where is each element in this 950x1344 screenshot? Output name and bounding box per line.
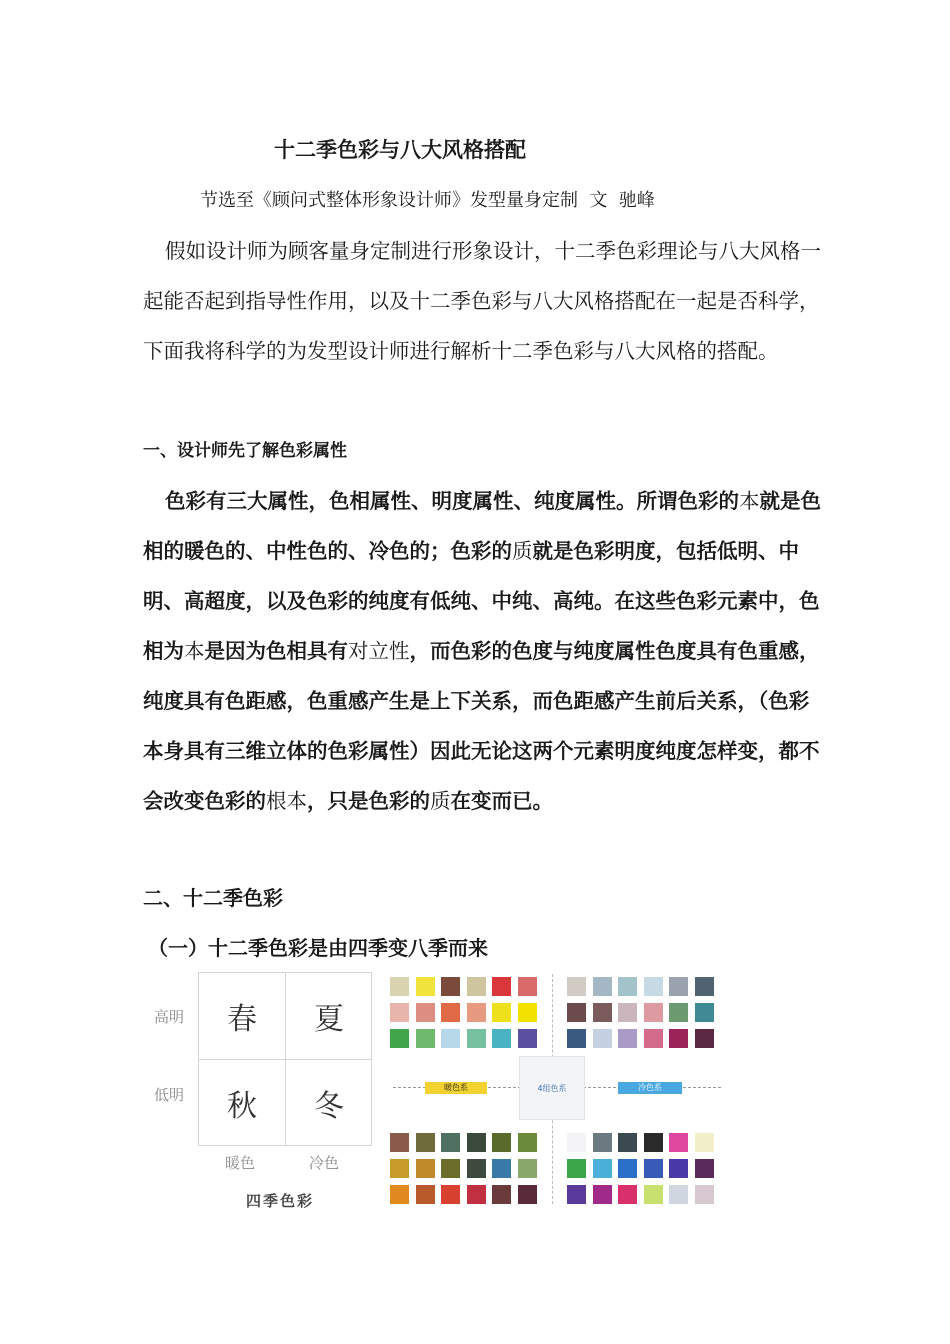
- color-swatch: [416, 1185, 435, 1204]
- color-swatch: [695, 1159, 714, 1178]
- color-swatch: [518, 1029, 537, 1048]
- color-swatch: [618, 1029, 637, 1048]
- color-swatch: [695, 1003, 714, 1022]
- color-swatch: [467, 1133, 486, 1152]
- color-swatch: [416, 1003, 435, 1022]
- color-swatch: [441, 1003, 460, 1022]
- color-swatch: [669, 977, 688, 996]
- color-swatch: [567, 1185, 586, 1204]
- body-text-13: 在变而已。: [450, 789, 553, 813]
- color-swatch: [416, 977, 435, 996]
- color-swatch: [669, 1029, 688, 1048]
- body-text-2: 本: [739, 489, 760, 513]
- color-swatch: [467, 1003, 486, 1022]
- color-swatch: [467, 977, 486, 996]
- body-text-1: 色彩有三大属性，色相属性、明度属性、纯度属性。所谓色彩的: [165, 489, 739, 513]
- color-swatch: [567, 1003, 586, 1022]
- section-heading-2: 二、十二季色彩: [143, 886, 283, 910]
- color-swatch: [618, 1185, 637, 1204]
- color-swatch: [593, 1003, 612, 1022]
- color-swatch: [518, 1133, 537, 1152]
- color-swatch: [492, 1133, 511, 1152]
- body-paragraph: [143, 476, 823, 826]
- body-text-11: ，只是色彩的: [307, 789, 430, 813]
- subsection-heading: （一）十二季色彩是由四季变八季而来: [148, 936, 488, 960]
- color-swatch: [593, 1159, 612, 1178]
- color-swatch: [390, 1029, 409, 1048]
- color-swatch: [518, 1185, 537, 1204]
- color-swatch: [618, 1133, 637, 1152]
- grid-divider-h: [199, 1059, 371, 1060]
- color-swatch: [644, 1133, 663, 1152]
- body-text-10: 根本: [266, 789, 307, 813]
- color-swatch: [695, 1029, 714, 1048]
- color-swatch: [492, 977, 511, 996]
- season-spring: 春: [227, 1002, 257, 1037]
- color-swatch: [644, 1185, 663, 1204]
- row-label-low: 低明: [154, 1086, 185, 1104]
- color-swatch: [492, 1185, 511, 1204]
- col-label-warm: 暖色: [225, 1154, 256, 1172]
- color-swatch: [669, 1185, 688, 1204]
- color-swatch: [644, 1003, 663, 1022]
- col-label-cool: 冷色: [309, 1154, 340, 1172]
- color-swatch: [390, 1133, 409, 1152]
- color-swatch: [618, 1159, 637, 1178]
- color-swatch: [593, 1029, 612, 1048]
- document-title: 十二季色彩与八大风格搭配: [274, 138, 526, 162]
- color-swatch: [467, 1029, 486, 1048]
- body-text-8: 对立性: [348, 639, 410, 663]
- color-swatch: [593, 1185, 612, 1204]
- body-text-6: 本: [184, 639, 205, 663]
- color-swatch: [492, 1003, 511, 1022]
- color-swatch: [492, 1159, 511, 1178]
- color-swatch: [669, 1133, 688, 1152]
- color-swatch: [695, 1185, 714, 1204]
- color-swatch: [669, 1159, 688, 1178]
- body-text-7: 是因为色相具有: [204, 639, 348, 663]
- center-label: 4组色系: [519, 1056, 585, 1120]
- color-swatch: [644, 1159, 663, 1178]
- document-subtitle: 节选至《顾问式整体形象设计师》发型量身定制 文 驰峰: [200, 190, 655, 211]
- section-heading-1: 一、设计师先了解色彩属性: [143, 441, 347, 461]
- color-swatch: [390, 977, 409, 996]
- color-swatch: [416, 1029, 435, 1048]
- color-swatch: [618, 977, 637, 996]
- color-swatch: [416, 1133, 435, 1152]
- body-text-3: 就是色相的暖色的、中性色的、冷色的；色彩的: [143, 489, 821, 563]
- color-swatch: [390, 1185, 409, 1204]
- season-winter: 冬: [314, 1089, 344, 1124]
- body-text-5: 就是色彩明度，包括低明、中明、高超度，以及色彩的纯度有低纯、中纯、高纯。在这些色彩元素中，色相为: [143, 539, 820, 663]
- color-swatch: [567, 1133, 586, 1152]
- color-swatch: [441, 1029, 460, 1048]
- season-grid: [198, 972, 372, 1146]
- color-swatch: [669, 1003, 688, 1022]
- color-swatch: [492, 1029, 511, 1048]
- cool-tag: 冷色系: [618, 1082, 682, 1094]
- body-text-9: ，而色彩的色度与纯度属性色度具有色重感，纯度具有色距感，色重感产生是上下关系，而色距感产生前后关系，（色彩本身具有三维立体的色彩属性）因此无论这两个元素明度纯度怎样变，都不会改变色彩的: [143, 639, 820, 813]
- color-swatch: [695, 1133, 714, 1152]
- color-swatch: [567, 1029, 586, 1048]
- season-autumn: 秋: [227, 1089, 257, 1124]
- figure-caption: 四季色彩: [246, 1192, 315, 1210]
- color-swatch: [467, 1159, 486, 1178]
- color-swatch: [518, 1159, 537, 1178]
- color-swatch: [644, 1029, 663, 1048]
- color-swatch: [618, 1003, 637, 1022]
- color-swatch: [593, 977, 612, 996]
- intro-paragraph: 假如设计师为顾客量身定制进行形象设计，十二季色彩理论与八大风格一起能否起到指导性作用，以及十二季色彩与八大风格搭配在一起是否科学，下面我将科学的为发型设计师进行解析十二季色彩与八大风格的搭配。: [143, 239, 821, 363]
- season-summer: 夏: [314, 1002, 344, 1037]
- color-swatch: [441, 1133, 460, 1152]
- color-swatch: [567, 1159, 586, 1178]
- color-swatch: [644, 977, 663, 996]
- color-swatch: [695, 977, 714, 996]
- color-swatch: [390, 1003, 409, 1022]
- color-swatch: [467, 1185, 486, 1204]
- color-swatch: [567, 977, 586, 996]
- color-swatch: [441, 1159, 460, 1178]
- color-swatch: [518, 977, 537, 996]
- color-swatch: [441, 1185, 460, 1204]
- color-swatch: [416, 1159, 435, 1178]
- body-text-4: 质: [512, 539, 533, 563]
- warm-tag: 暖色系: [425, 1082, 487, 1094]
- body-text-12: 质: [430, 789, 451, 813]
- color-swatch: [518, 1003, 537, 1022]
- color-swatch: [593, 1133, 612, 1152]
- color-swatch: [390, 1159, 409, 1178]
- color-swatch: [441, 977, 460, 996]
- row-label-high: 高明: [154, 1008, 185, 1026]
